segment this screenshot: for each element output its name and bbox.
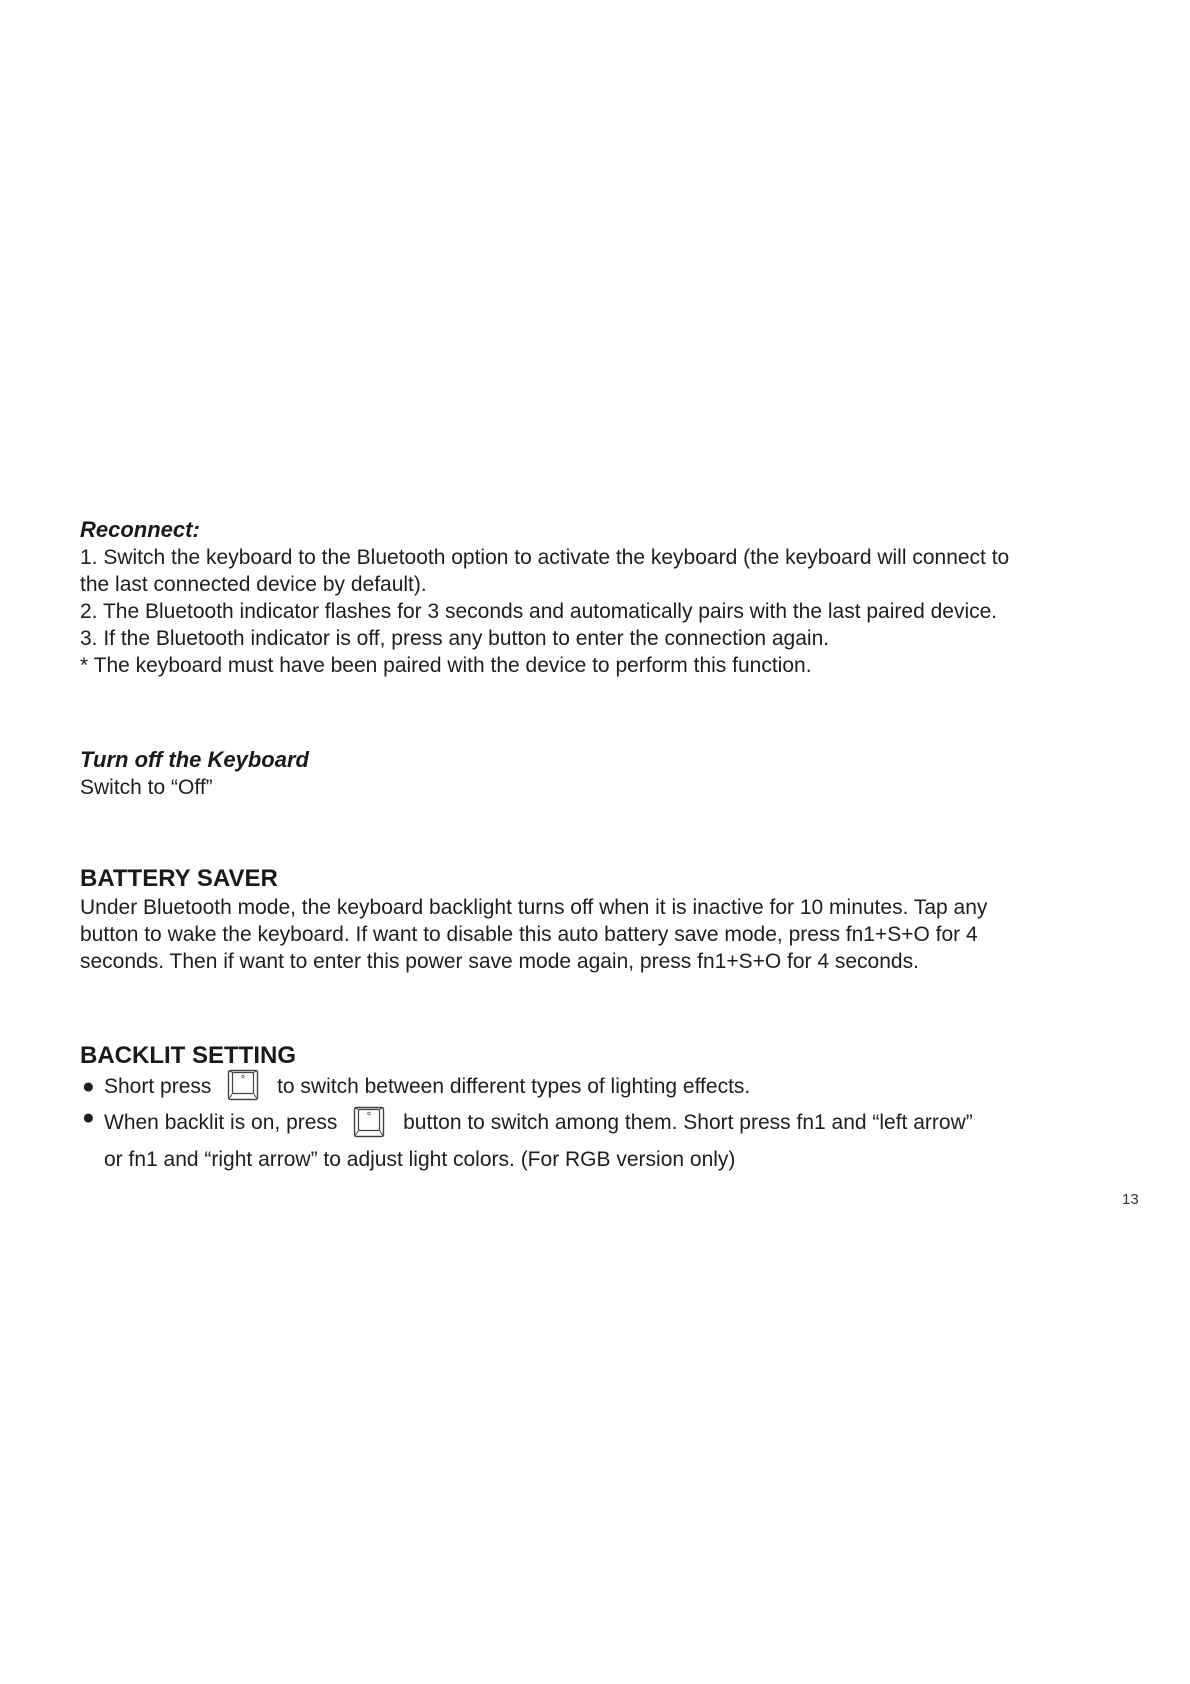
page-number: 13 bbox=[1122, 1191, 1139, 1208]
battery-saver-line-1: Under Bluetooth mode, the keyboard backlight turns off when it is inactive for 10 minutes. Tap any bbox=[80, 896, 988, 919]
turn-off-section bbox=[80, 746, 1120, 801]
turn-off-title: Turn off the Keyboard bbox=[80, 747, 309, 772]
bullet-1-text-before: Short press bbox=[104, 1075, 212, 1098]
bullet-2-text-before: When backlit is on, press bbox=[104, 1111, 338, 1135]
bullet-2-continuation-text: or fn1 and “right arrow” to adjust light colors. (For RGB version only) bbox=[104, 1147, 736, 1171]
battery-saver-line-2: button to wake the keyboard. If want to disable this auto battery save mode, press fn1+S+O for 4 bbox=[80, 923, 978, 946]
turn-off-text: Switch to “Off” bbox=[80, 776, 213, 799]
reconnect-line-4: 3. If the Bluetooth indicator is off, press any button to enter the connection again. bbox=[80, 627, 830, 650]
backlight-key-icon bbox=[353, 1106, 385, 1138]
battery-saver-title: BATTERY SAVER bbox=[80, 865, 278, 892]
battery-saver-section bbox=[80, 864, 1120, 975]
reconnect-section bbox=[80, 516, 1120, 679]
reconnect-title: Reconnect: bbox=[80, 517, 200, 542]
backlight-key-icon bbox=[227, 1069, 259, 1101]
backlit-bullet-2 bbox=[80, 1106, 1120, 1137]
backlit-setting-section bbox=[80, 1041, 1120, 1173]
battery-saver-line-3: seconds. Then if want to enter this power save mode again, press fn1+S+O for 4 seconds. bbox=[80, 950, 919, 973]
reconnect-line-1: 1. Switch the keyboard to the Bluetooth option to activate the keyboard (the keyboard will connect to bbox=[80, 546, 1010, 569]
backlit-setting-title: BACKLIT SETTING bbox=[80, 1042, 296, 1069]
reconnect-note: * The keyboard must have been paired with the device to perform this function. bbox=[80, 654, 812, 677]
bullet-dot: ● bbox=[82, 1106, 95, 1130]
bullet-dot: ● bbox=[82, 1075, 95, 1098]
bullet-1-text-after: to switch between different types of lighting effects. bbox=[277, 1075, 751, 1098]
reconnect-line-3: 2. The Bluetooth indicator flashes for 3 seconds and automatically pairs with the last paired device. bbox=[80, 600, 998, 623]
bullet-2-text-after: button to switch among them. Short press fn1 and “left arrow” bbox=[403, 1111, 973, 1135]
backlit-bullet-1 bbox=[80, 1073, 1120, 1101]
backlit-bullet-2-continuation bbox=[80, 1146, 1120, 1173]
reconnect-line-2: the last connected device by default). bbox=[80, 573, 427, 596]
